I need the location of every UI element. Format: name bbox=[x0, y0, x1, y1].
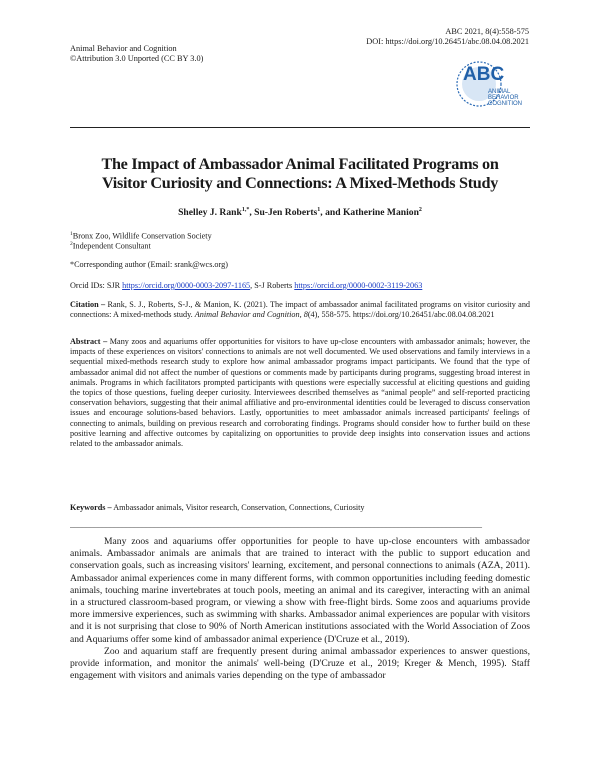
logo-letters: ABC bbox=[463, 64, 505, 85]
body-text bbox=[70, 536, 530, 682]
author-1: Shelley J. Rank bbox=[178, 207, 242, 219]
body-paragraph-1: Many zoos and aquariums offer opportunities for people to have up-close encounters with ambassador animals. Ambassador animals are animals that are trained to interact with the public to support education and conservation goals, such as increasing visitors' learning, excitement, and personal connections to animals (AZA, 2011). Ambassador animal experiences come in many different forms, with common opportunities including feeding domestic animals, touching marine invertebrates at touch pools, meeting an animal and its caregiver, interacting with an animal in a structured classroom-based program, or viewing a show with free-flight birds. Some zoos and aquariums provide more immersive experiences, such as swimming with sharks. Ambassador animal experiences are popular with visitors and it is not surprising that close to 90% of North American institutions associated with the World Association of Zoos and Aquariums offer some kind of ambassador animal experience (D'Cruze et al., 2019). bbox=[70, 536, 530, 645]
citation-journal: Animal Behavior and Cognition, 8 bbox=[194, 310, 308, 320]
abstract-text: Many zoos and aquariums offer opportunities for visitors to have up-close encounters with ambassador animals; however, the impacts of these experiences on visitors' connections to animals are not well documented. We used observations and family interviews in a sequential mixed-methods research study to explore how animal ambassador programs impact participants. We found that the type of ambassador animal did not affect the number of questions or comments made by participants during programs, suggesting broad interest in animals. Programs in which facilitators prompted participants with questions were especially successful at eliciting questions and guiding the topics of those questions, fueling deeper curiosity. Interviewees described themselves as “animal people” and self-reported practicing conservation behaviors, suggesting that their animal affiliative and pro-environmental identities could be leveraged to discuss conservation issues and encourage solutions-based behaviors. Lastly, opportunities to meet ambassador animals increased participants' feelings of connecting to animals, building on previous research and corroborating findings. Programs should consider how to further build on these positive learning and affective outcomes by capitalizing on opportunities to provide deep insights into conservation issues and actions related to the ambassador animals. bbox=[70, 337, 531, 449]
orcid-mid: , S-J Roberts bbox=[250, 281, 295, 290]
citation-text-end: (4), 558-575. https://doi.org/10.26451/abc.08.04.08.2021 bbox=[307, 310, 495, 320]
author-3: Katherine Manion bbox=[342, 207, 419, 219]
citation-label: Citation – bbox=[70, 300, 106, 309]
keywords-block bbox=[70, 503, 530, 513]
abstract-block bbox=[70, 337, 530, 449]
abstract-label: Abstract – bbox=[70, 337, 108, 346]
logo-line1: ANIMAL bbox=[488, 89, 511, 95]
paper-title bbox=[70, 155, 530, 193]
keywords-label: Keywords – bbox=[70, 503, 112, 512]
body-paragraph-2: Zoo and aquarium staff are frequently present during animal ambassador experiences to answer questions, provide information, and monitor the animals' well-being (D'Cruze et al., 2019; Kreger & Mench, 1995). Staff engagement with visitors and animals varies depending on the type of ambassador bbox=[70, 645, 530, 682]
author-list bbox=[70, 207, 530, 218]
license-text: ©Attribution 3.0 Unported (CC BY 3.0) bbox=[70, 54, 204, 63]
author-3-sup: 2 bbox=[418, 207, 422, 213]
journal-name: Animal Behavior and Cognition bbox=[70, 44, 177, 53]
volume-info: ABC 2021, 8(4):558-575 bbox=[445, 27, 529, 36]
doi-text: DOI: https://doi.org/10.26451/abc.08.04.08.2021 bbox=[366, 37, 529, 46]
orcid-link-sjroberts[interactable]: https://orcid.org/0000-0002-3119-2063 bbox=[294, 281, 423, 290]
corresponding-author: *Corresponding author (Email: srank@wcs.org) bbox=[70, 260, 228, 269]
header-rule bbox=[70, 127, 530, 128]
citation-header bbox=[269, 27, 529, 47]
author-2-sup: 1 bbox=[317, 207, 321, 213]
citation-text: Rank, S. J., Roberts, S-J., & Manion, K. (2021). The impact of ambassador animal facilitated programs on visitor curiosity and connections: A mixed-methods study. bbox=[70, 300, 531, 320]
citation-block bbox=[70, 300, 530, 320]
author-sep: , and bbox=[320, 207, 343, 219]
orcid-line bbox=[70, 281, 530, 291]
orcid-prefix: Orcid IDs: SJR bbox=[70, 281, 123, 290]
affiliation-sup: 2 bbox=[70, 241, 73, 247]
author-1-sup: 1,* bbox=[241, 207, 250, 213]
author-sep: , bbox=[249, 207, 255, 219]
abc-logo bbox=[455, 54, 535, 112]
affiliation-text: Bronx Zoo, Wildlife Conservation Society bbox=[72, 231, 212, 241]
keywords-text: Ambassador animals, Visitor research, Conservation, Connections, Curiosity bbox=[111, 503, 365, 512]
affiliation-text: Independent Consultant bbox=[72, 241, 151, 251]
affiliation-2 bbox=[70, 239, 530, 252]
logo-line2: BEHAVIOR bbox=[488, 95, 519, 101]
title-line-1: The Impact of Ambassador Animal Facilitated Programs on bbox=[101, 155, 499, 173]
journal-header bbox=[70, 44, 330, 64]
logo-line3: COGNITION bbox=[488, 101, 522, 107]
orcid-link-sjr[interactable]: https://orcid.org/0000-0003-2097-1165 bbox=[122, 281, 251, 290]
abc-logo-graphic bbox=[455, 54, 535, 112]
title-line-2: Visitor Curiosity and Connections: A Mixed-Methods Study bbox=[101, 174, 499, 192]
section-rule: _______________________________________________________________________________________________________ bbox=[70, 520, 482, 529]
author-2: Su-Jen Roberts bbox=[254, 207, 318, 219]
affiliation-sup: 1 bbox=[70, 231, 73, 237]
